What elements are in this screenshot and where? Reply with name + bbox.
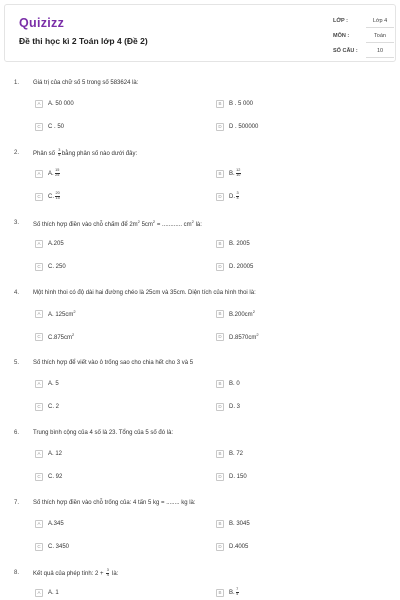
question-number: 3. [14, 220, 20, 226]
option-text: D . 500000 [229, 123, 259, 130]
option-text: D.4005 [229, 543, 249, 550]
option-text: B. $\frac{7}{4}$ [229, 587, 239, 597]
option-c[interactable] [35, 331, 74, 342]
option-d[interactable] [216, 541, 248, 552]
question-text: Một hình thoi có độ dài hai đường chéo là 25cm và 35cm. Diện tích của hình thoi là: [33, 290, 256, 296]
option-b[interactable] [216, 168, 242, 179]
option-text: $C.875cm^2$ [48, 332, 75, 341]
option-letter: C [35, 543, 43, 551]
option-text: B. 2005 [229, 240, 250, 247]
question-number: 6. [14, 430, 20, 436]
option-b[interactable] [216, 98, 253, 109]
option-d[interactable] [216, 121, 258, 132]
option-a[interactable] [35, 98, 74, 109]
option-letter: A [35, 520, 43, 528]
option-letter: D [216, 543, 224, 551]
option-letter: D [216, 403, 224, 411]
option-letter: D [216, 193, 224, 201]
option-a[interactable] [35, 587, 59, 598]
option-letter: A [35, 380, 43, 388]
option-text: D. 20005 [229, 263, 254, 270]
subject-value: Toán [374, 33, 386, 39]
option-text: B. 3045 [229, 520, 250, 527]
option-text: C. 92 [48, 473, 63, 480]
option-d[interactable] [216, 401, 240, 412]
option-letter: D [216, 473, 224, 481]
question-number: 5. [14, 360, 20, 366]
option-b[interactable] [216, 378, 240, 389]
option-letter: D [216, 263, 224, 271]
option-letter: A [35, 170, 43, 178]
option-text: A. 12 [48, 450, 63, 457]
option-text: C. 3450 [48, 543, 70, 550]
fraction: $\frac{3}{4}$ [106, 568, 109, 577]
question-text: Kết quả của phép tính: 2 + $\frac{3}{4}$ là: [33, 568, 119, 577]
option-text: C. 2 [48, 403, 60, 410]
option-text: D. 150 [229, 473, 247, 480]
option-letter: B [216, 450, 224, 458]
question-text: Trung bình cộng của 4 số là 23. Tổng của 5 số đó là: [33, 430, 174, 436]
grade-label: LỚP : [333, 18, 348, 24]
question-text: Số thích hợp điền vào chỗ trống của: 4 tấn 5 kg = ........ kg là: [33, 500, 196, 506]
question-number: 7. [14, 500, 20, 506]
option-letter: D [216, 123, 224, 131]
question-text: Phân số $\frac{3}{5}$ bằng phân số nào dưới đây: [33, 148, 138, 157]
question-count-label: SỐ CÂU : [333, 48, 358, 54]
option-a[interactable] [35, 518, 64, 529]
option-a[interactable] [35, 308, 76, 319]
option-text: C . 50 [48, 123, 65, 130]
option-letter: C [35, 333, 43, 341]
option-text: B. $\frac{12}{10}$ [229, 168, 241, 178]
option-text: A. $\frac{15}{25}$ [48, 168, 60, 178]
option-c[interactable] [35, 121, 64, 132]
option-text: B. 0 [229, 380, 240, 387]
option-text: C. 250 [48, 263, 66, 270]
question-number: 4. [14, 290, 20, 296]
option-letter: C [35, 123, 43, 131]
option-c[interactable] [35, 401, 59, 412]
option-letter: A [35, 310, 43, 318]
option-a[interactable] [35, 168, 61, 179]
option-letter: B [216, 170, 224, 178]
question-count-value: 10 [376, 48, 384, 54]
option-letter: B [216, 589, 224, 597]
option-text: $B.200cm^2$ [229, 309, 255, 318]
question-count-underline [366, 57, 394, 58]
option-d[interactable] [216, 331, 259, 342]
option-c[interactable] [35, 541, 69, 552]
option-letter: B [216, 380, 224, 388]
option-letter: A [35, 100, 43, 108]
question-text: Giá trị của chữ số 5 trong số 583624 là: [33, 80, 139, 86]
option-text: C. $\frac{20}{15}$ [48, 191, 60, 201]
option-text: B. 72 [229, 450, 244, 457]
option-text: A. 5 [48, 380, 59, 387]
option-b[interactable] [216, 308, 255, 319]
grade-underline [366, 27, 394, 28]
worksheet-header [4, 4, 396, 62]
option-letter: A [35, 240, 43, 248]
option-text: $D.8570cm^2$ [229, 332, 259, 341]
subject-label: MÔN : [333, 33, 350, 39]
option-text: A. 50 000 [48, 100, 74, 107]
option-letter: C [35, 473, 43, 481]
quizizz-logo: Quizizz [19, 16, 65, 30]
option-letter: D [216, 333, 224, 341]
option-letter: B [216, 520, 224, 528]
question-number: 8. [14, 570, 20, 576]
option-b[interactable] [216, 238, 250, 249]
option-letter: C [35, 263, 43, 271]
option-d[interactable] [216, 261, 253, 272]
option-b[interactable] [216, 587, 240, 598]
grade-value: Lớp 4 [372, 18, 388, 24]
option-text: A. 1 [48, 589, 59, 596]
option-b[interactable] [216, 518, 250, 529]
subject-underline [366, 42, 394, 43]
option-a[interactable] [35, 378, 59, 389]
option-b[interactable] [216, 448, 243, 459]
option-text: D. $\frac{3}{4}$ [229, 191, 239, 201]
option-c[interactable] [35, 261, 66, 272]
question-number: 2. [14, 150, 20, 156]
question-text: Số thích hợp điền vào chỗ chấm để $2m^2$ $5cm^2$ = ............ $cm^2$ là: [33, 219, 202, 228]
option-letter: A [35, 589, 43, 597]
question-number: 1. [14, 80, 20, 86]
option-text: A. $125cm^2$ [48, 309, 76, 318]
option-text: A.205 [48, 240, 64, 247]
option-letter: A [35, 450, 43, 458]
option-text: B . 5 000 [229, 100, 254, 107]
option-text: A.345 [48, 520, 64, 527]
option-c[interactable] [35, 471, 62, 482]
option-letter: B [216, 310, 224, 318]
option-a[interactable] [35, 238, 64, 249]
option-letter: B [216, 240, 224, 248]
option-a[interactable] [35, 448, 62, 459]
worksheet-title: Đề thi học kì 2 Toán lớp 4 (Đề 2) [19, 36, 148, 46]
option-d[interactable] [216, 471, 247, 482]
option-letter: C [35, 193, 43, 201]
fraction: $\frac{3}{5}$ [58, 148, 61, 157]
option-letter: C [35, 403, 43, 411]
question-text: Số thích hợp để viết vào ô trống sao cho chia hết cho 3 và 5 [33, 360, 194, 366]
option-letter: B [216, 100, 224, 108]
option-text: D. 3 [229, 403, 241, 410]
option-d[interactable] [216, 191, 240, 202]
option-c[interactable] [35, 191, 61, 202]
